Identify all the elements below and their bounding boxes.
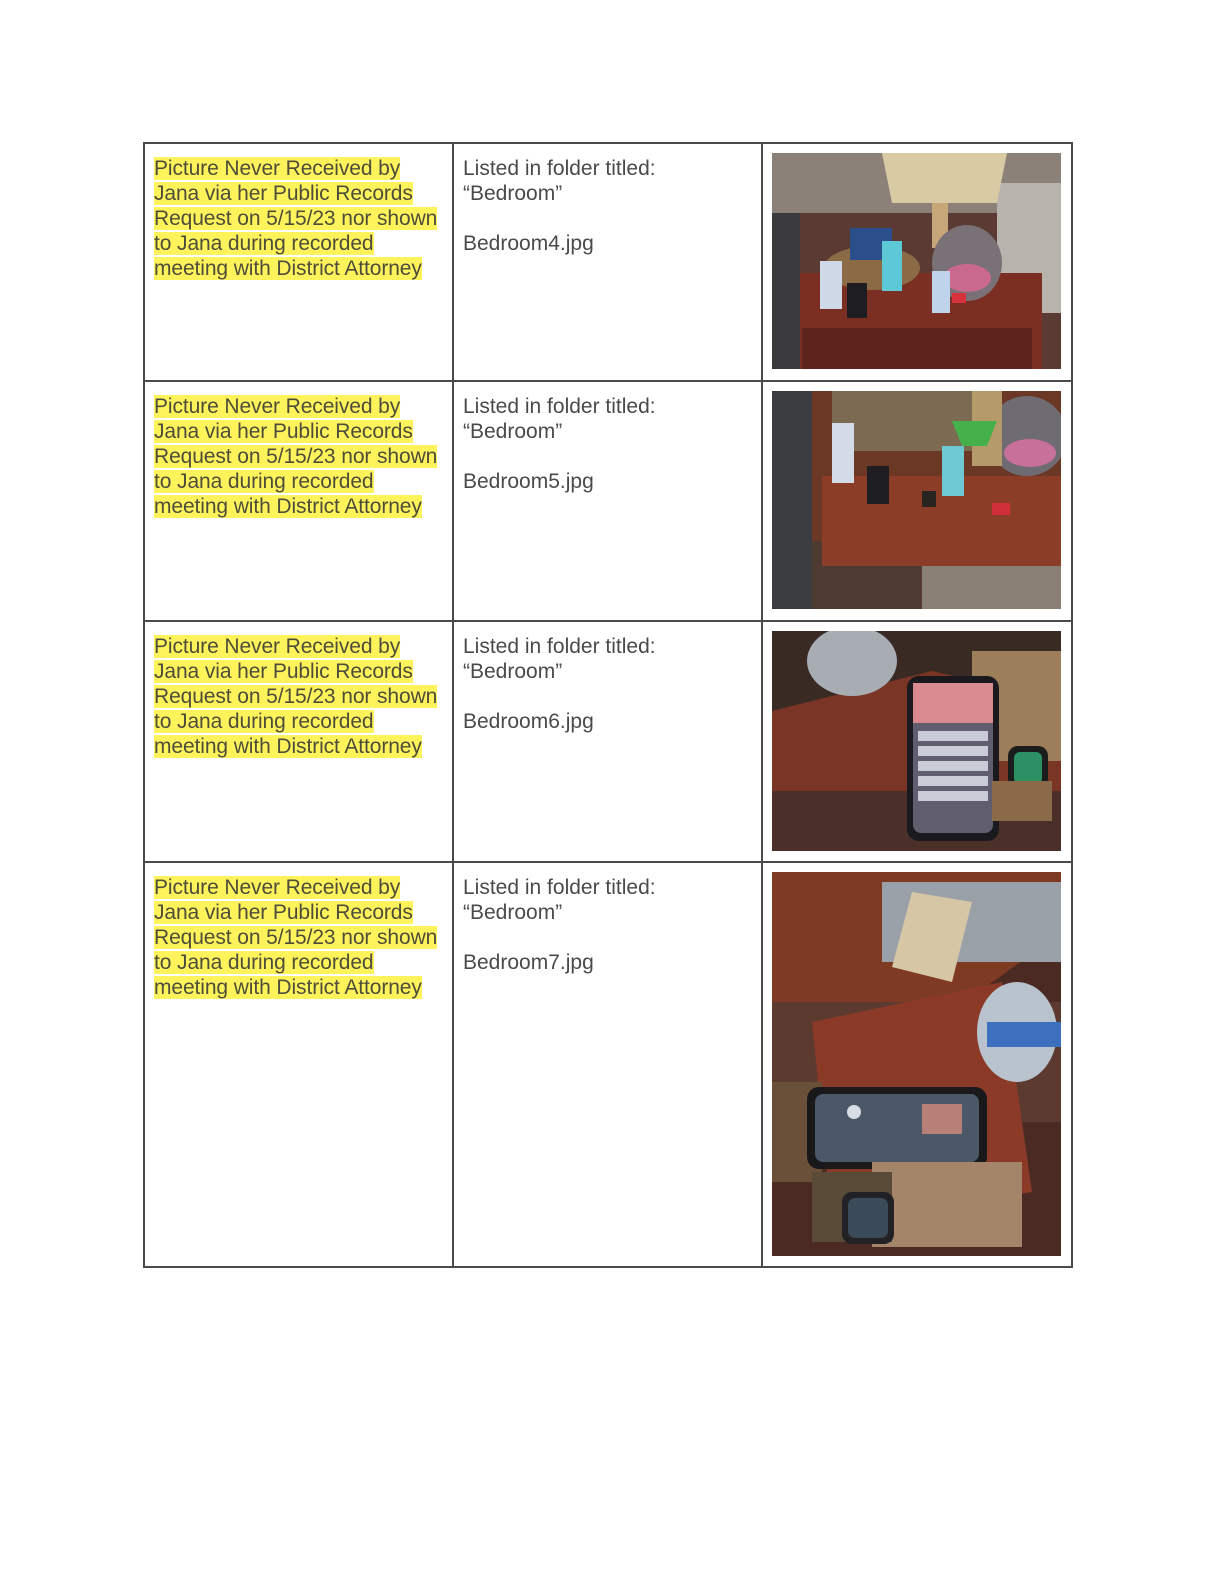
photo-cell bbox=[762, 143, 1072, 381]
highlighted-note: Picture Never Received by Jana via her Public Records Request on 5/15/23 nor shown to Jana during recorded meeting with District Attorney bbox=[154, 157, 438, 280]
highlighted-note: Picture Never Received by Jana via her Public Records Request on 5/15/23 nor shown to Jana during recorded meeting with District Attorney bbox=[154, 635, 438, 758]
folder-label: Listed in folder titled: bbox=[463, 876, 656, 899]
table-row bbox=[144, 862, 1072, 1267]
folder-cell bbox=[453, 143, 762, 381]
folder-label: Listed in folder titled: bbox=[463, 635, 656, 658]
folder-name: “Bedroom” bbox=[463, 901, 563, 924]
folder-name: “Bedroom” bbox=[463, 182, 563, 205]
table-row bbox=[144, 381, 1072, 621]
phone-lockscreen-photo bbox=[772, 631, 1061, 851]
photo-cell bbox=[762, 381, 1072, 621]
folder-cell bbox=[453, 621, 762, 862]
note-cell bbox=[144, 143, 453, 381]
nightstand-closeup-photo bbox=[772, 391, 1061, 609]
folder-cell bbox=[453, 862, 762, 1267]
note-cell bbox=[144, 862, 453, 1267]
photo-cell bbox=[762, 862, 1072, 1267]
folder-cell bbox=[453, 381, 762, 621]
folder-label: Listed in folder titled: bbox=[463, 157, 656, 180]
table-row bbox=[144, 621, 1072, 862]
evidence-table bbox=[143, 142, 1073, 1268]
nightstand-lamp-photo bbox=[772, 153, 1061, 369]
folder-name: “Bedroom” bbox=[463, 420, 563, 443]
folder-label: Listed in folder titled: bbox=[463, 395, 656, 418]
table-row bbox=[144, 143, 1072, 381]
phone-on-table-photo bbox=[772, 872, 1061, 1256]
highlighted-note: Picture Never Received by Jana via her Public Records Request on 5/15/23 nor shown to Jana during recorded meeting with District Attorney bbox=[154, 876, 438, 999]
note-cell bbox=[144, 381, 453, 621]
file-name: Bedroom4.jpg bbox=[463, 232, 594, 255]
file-name: Bedroom7.jpg bbox=[463, 951, 594, 974]
file-name: Bedroom5.jpg bbox=[463, 470, 594, 493]
folder-name: “Bedroom” bbox=[463, 660, 563, 683]
photo-cell bbox=[762, 621, 1072, 862]
file-name: Bedroom6.jpg bbox=[463, 710, 594, 733]
highlighted-note: Picture Never Received by Jana via her Public Records Request on 5/15/23 nor shown to Jana during recorded meeting with District Attorney bbox=[154, 395, 438, 518]
note-cell bbox=[144, 621, 453, 862]
